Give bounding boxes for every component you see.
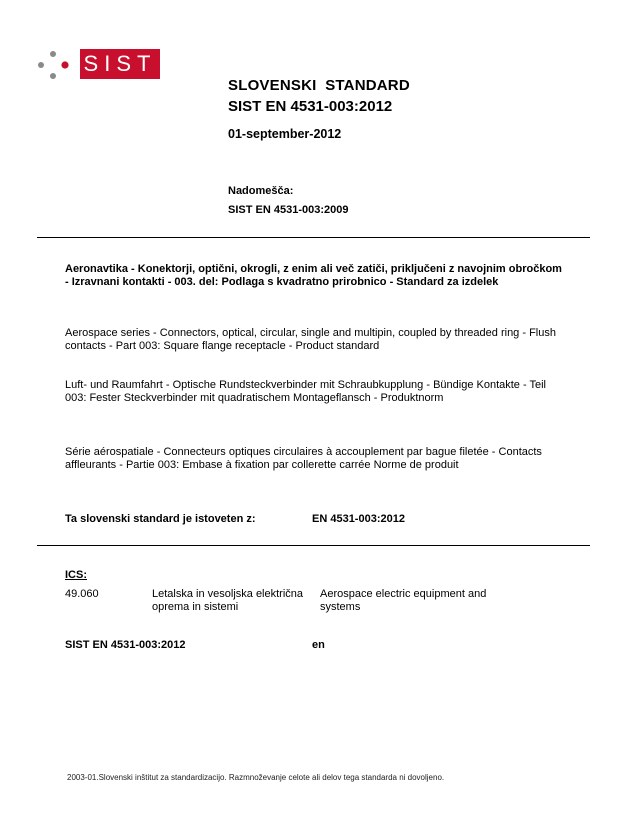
- sist-logo: SIST: [80, 49, 160, 79]
- publication-date: 01-september-2012: [228, 127, 342, 141]
- standard-label: SLOVENSKI STANDARD: [228, 77, 410, 94]
- copyright-footer: 2003-01.Slovenski inštitut za standardizacijo. Razmnoževanje celote ali delov tega standarda ni dovoljeno.: [67, 773, 445, 782]
- top-divider: [37, 237, 590, 238]
- replaces-value: SIST EN 4531-003:2009: [228, 204, 349, 216]
- ics-label: ICS:: [65, 569, 87, 581]
- ics-description-slovene: Letalska in vesoljska električna oprema in sistemi: [152, 588, 304, 613]
- identical-value: EN 4531-003:2012: [312, 513, 405, 525]
- standard-code: SIST EN 4531-003:2012: [228, 98, 393, 115]
- replaces-label: Nadomešča:: [228, 185, 294, 197]
- ics-description-english: Aerospace electric equipment and systems: [320, 588, 487, 613]
- title-slovene: Aeronavtika - Konektorji, optični, okrogli, z enim ali več zatiči, priključeni z navojnim obročkom - Izravnani kontakti - 003. del: Podlaga s kvadratno prirobnico - Standard za izdelek: [65, 263, 562, 288]
- title-english: Aerospace series - Connectors, optical, circular, single and multipin, coupled by threaded ring - Flush contacts - Part 003: Square flange receptacle - Product standard: [65, 327, 556, 352]
- middle-divider: [37, 545, 590, 546]
- ics-code: 49.060: [65, 588, 99, 600]
- identical-label: Ta slovenski standard je istoveten z:: [65, 513, 256, 525]
- bottom-standard-code: SIST EN 4531-003:2012: [65, 639, 186, 651]
- language-code: en: [312, 639, 325, 651]
- title-german: Luft- und Raumfahrt - Optische Rundsteckverbinder mit Schraubkupplung - Bündige Kontakte - Teil 003: Fester Steckverbinder mit quadratischem Montageflansch - Produktnorm: [65, 379, 546, 404]
- title-french: Série aérospatiale - Connecteurs optiques circulaires à accouplement par bague filetée - Contacts affleurants - Partie 003: Embase à fixation par collerette carrée Norme de produit: [65, 446, 542, 471]
- sist-logo-dots: [36, 48, 70, 82]
